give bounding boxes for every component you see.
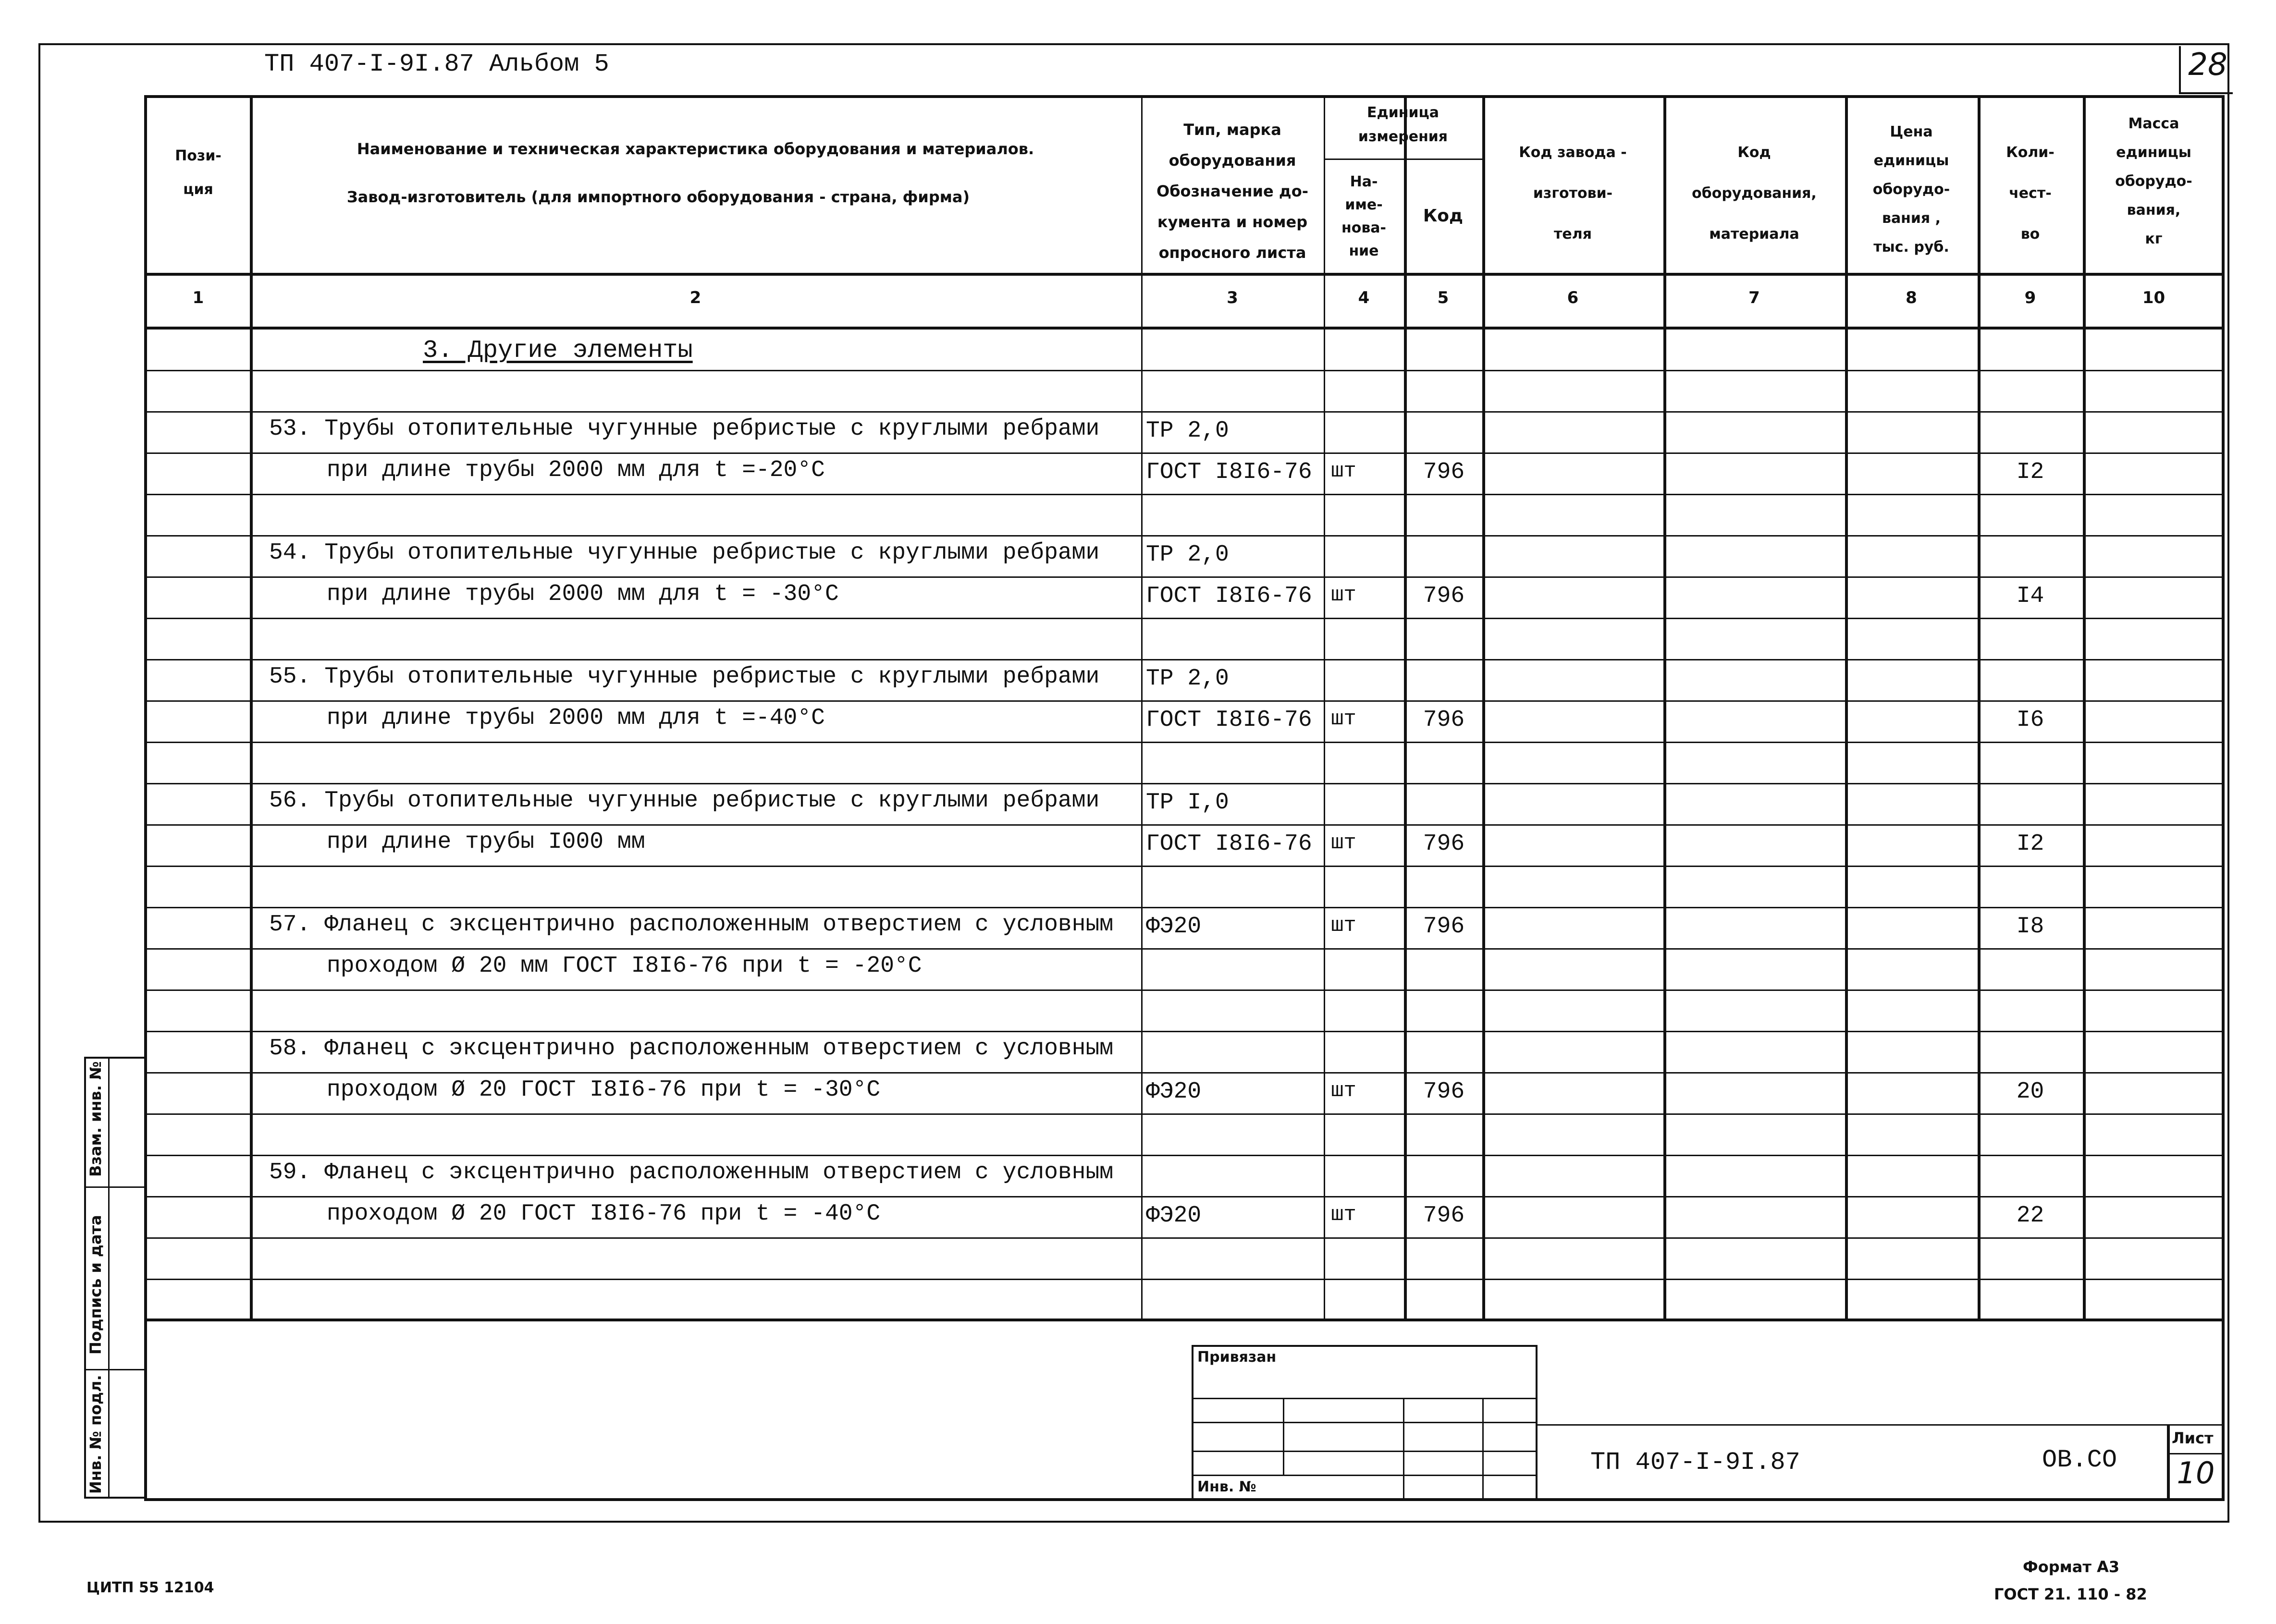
row-code: 796 [1423,707,1465,733]
row-item-line1: 55. Трубы отопительные чугунные ребристые с круглыми ребрами [269,664,1100,690]
header-factory-code: Код завода - изготови- теля [1519,144,1627,243]
stamp-mark: ОВ.СО [2042,1446,2117,1474]
header-mass: Масса единицы оборудо- вания, кг [2115,115,2192,247]
col-number-2: 2 [689,288,701,307]
footer-format: Формат А3 [2023,1558,2120,1576]
row-item-line2: при длине трубы 2000 мм для t = -30°C [327,581,839,607]
row-qty: I6 [2016,707,2044,733]
album-title: ТП 407-I-9I.87 Альбом 5 [264,50,609,78]
row-item-line2: проходом Ø 20 ГОСТ I8I6-76 при t = -30°C [327,1077,881,1103]
row-item-line1: 58. Фланец с эксцентрично расположенным отверстием с условным [269,1036,1114,1062]
row-item-line1: 53. Трубы отопительные чугунные ребристые с круглыми ребрами [269,416,1100,442]
side-podpis-label: Подпись и дата [86,1215,105,1355]
header-divider [144,273,2225,276]
stamp-doc-code: ТП 407-I-9I.87 [1590,1448,1800,1477]
section-title: 3. Другие элементы [423,336,693,365]
footer-left: ЦИТП 55 12104 [86,1579,214,1596]
col-number-8: 8 [1906,288,1917,307]
row-code: 796 [1423,583,1465,609]
col-number-9: 9 [2024,288,2036,307]
col-number-3: 3 [1227,288,1238,307]
side-vzam-label: Взам. инв. № [86,1061,105,1177]
row-qty: 22 [2016,1203,2044,1229]
row-item-line1: 57. Фланец с эксцентрично расположенным отверстием с условным [269,912,1114,938]
row-type-line2: ГОСТ I8I6-76 [1146,459,1312,485]
side-inv-podl-label: Инв. № подл. [86,1375,105,1494]
row-item-line1: 56. Трубы отопительные чугунные ребристые с круглыми ребрами [269,788,1100,814]
page-corner-number: 28 [2188,47,2227,83]
sheet-number: 10 [2177,1455,2215,1490]
col-number-6: 6 [1567,288,1579,307]
row-type-line2: ФЭ20 [1146,1203,1202,1229]
row-code: 796 [1423,1079,1465,1105]
inv-no-label: Инв. № [1197,1478,1256,1495]
row-type-line2: ГОСТ I8I6-76 [1146,831,1312,857]
row-type-line1: ТР 2,0 [1146,542,1229,568]
row-unit: шт [1331,914,1356,938]
row-code: 796 [1423,831,1465,857]
row-code: 796 [1423,459,1465,485]
row-unit: шт [1331,1079,1356,1103]
header-unit-group: Единица измерения [1358,104,1448,145]
bottom-stamp [144,1319,2225,1501]
header-unit-code: Код [1423,206,1464,226]
number-row-divider [144,327,2225,330]
row-item-line2: проходом Ø 20 мм ГОСТ I8I6-76 при t = -20°C [327,953,922,979]
row-item-line2: при длине трубы 2000 мм для t =-20°C [327,457,825,483]
header-unit-name: На- име- нова- ние [1341,173,1387,259]
row-code: 796 [1423,1203,1465,1229]
row-qty: I4 [2016,583,2044,609]
row-qty: I2 [2016,459,2044,485]
header-type: Тип, марка оборудования Обозначение до- кумента и номер опросного листа [1156,121,1308,262]
privyazan-label: Привязан [1197,1349,1277,1366]
row-unit: шт [1331,831,1356,855]
header-name-line2: Завод-изготовитель (для импортного оборудования - страна, фирма) [346,188,970,206]
row-qty: I8 [2016,914,2044,940]
header-price: Цена единицы оборудо- вания , тыс. руб. [1872,123,1950,256]
row-item-line2: при длине трубы 2000 мм для t =-40°C [327,705,825,731]
header-position: Пози- ция [175,147,221,198]
col-number-7: 7 [1748,288,1760,307]
row-item-line1: 54. Трубы отопительные чугунные ребристые с круглыми ребрами [269,540,1100,566]
row-type-line2: ГОСТ I8I6-76 [1146,707,1312,733]
row-code: 796 [1423,914,1465,940]
header-name-line1: Наименование и техническая характеристика оборудования и материалов. [357,140,1034,158]
sheet-label: Лист [2172,1429,2214,1447]
row-unit: шт [1331,583,1356,607]
col-number-10: 10 [2142,288,2165,307]
row-item-line1: 59. Фланец с эксцентрично расположенным отверстием с условным [269,1160,1114,1185]
row-unit: шт [1331,1203,1356,1227]
row-type-line1: ФЭ20 [1146,914,1202,940]
header-quantity: Коли- чест- во [2006,144,2055,243]
row-item-line2: проходом Ø 20 ГОСТ I8I6-76 при t = -40°C [327,1201,881,1227]
col-number-5: 5 [1437,288,1449,307]
row-type-line1: ТР I,0 [1146,790,1229,816]
row-item-line2: при длине трубы I000 мм [327,829,645,855]
row-type-line2: ГОСТ I8I6-76 [1146,583,1312,609]
col-number-1: 1 [192,288,204,307]
row-qty: 20 [2016,1079,2044,1105]
footer-gost: ГОСТ 21. 110 - 82 [1994,1585,2147,1603]
row-type-line1: ТР 2,0 [1146,666,1229,692]
row-qty: I2 [2016,831,2044,857]
row-type-line2: ФЭ20 [1146,1079,1202,1105]
header-equipment-code: Код оборудования, материала [1692,144,1817,243]
row-unit: шт [1331,459,1356,483]
row-unit: шт [1331,707,1356,731]
col-number-4: 4 [1358,288,1370,307]
row-type-line1: ТР 2,0 [1146,418,1229,444]
